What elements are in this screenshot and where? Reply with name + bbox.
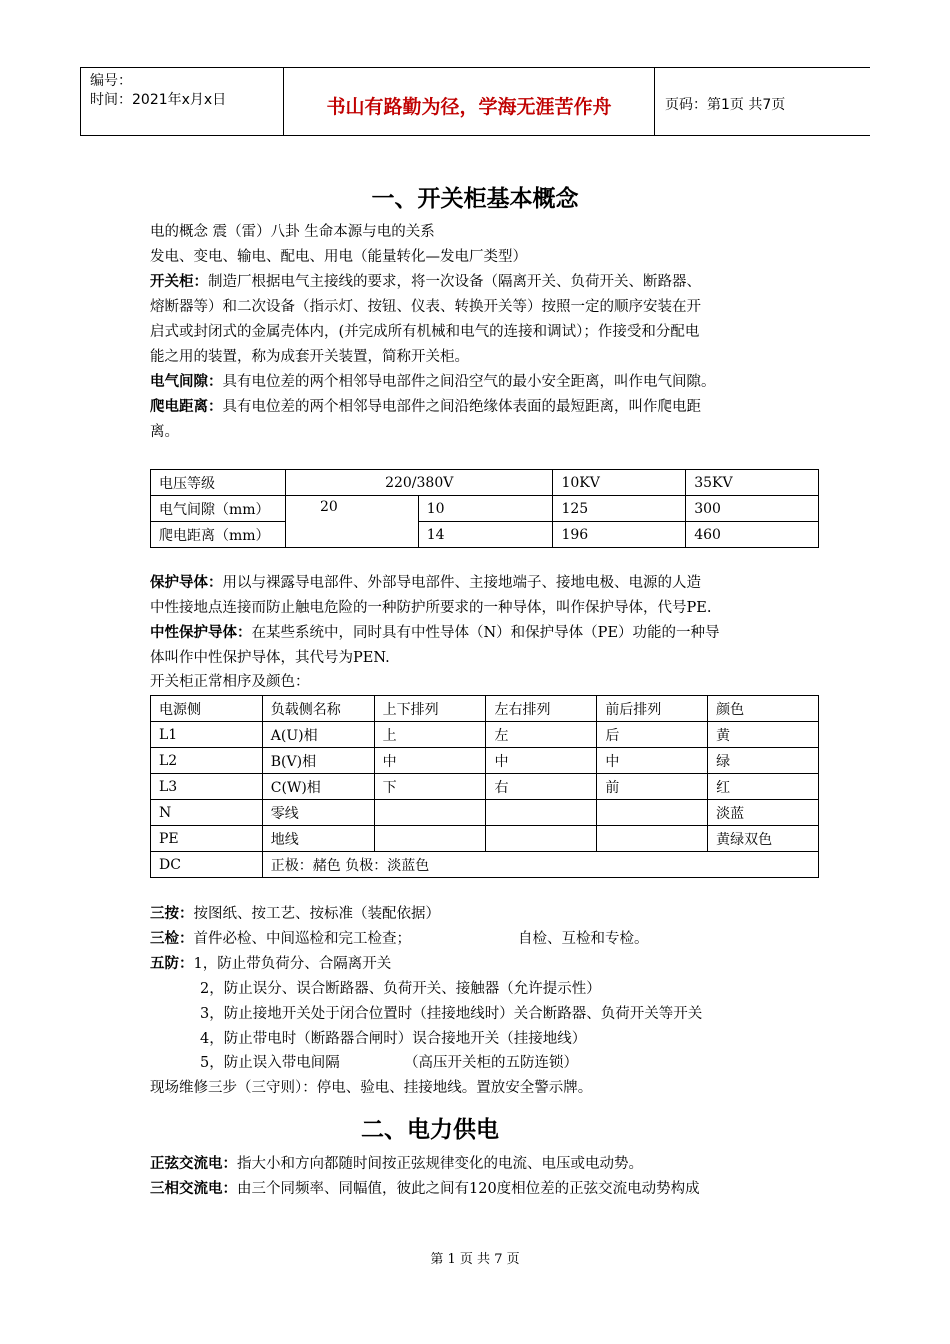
table-row (151, 774, 819, 800)
phase-table-caption: 开关柜正常相序及颜色： (150, 674, 310, 690)
para-switchgear-4: 能之用的装置，称为成套开关装置，简称开关柜。 (150, 349, 469, 365)
table-cell (597, 800, 708, 826)
three-check-extra: 自检、互检和专检。 (518, 931, 649, 947)
clearance-def: 具有电位差的两个相邻导电部件之间沿空气的最小安全距离，叫作电气间隙。 (222, 374, 716, 390)
table-row (151, 722, 819, 748)
table-cell (486, 826, 597, 852)
five-prev-item: 2，防止误分、误合断路器、负荷开关、接触器（允许提示性） (200, 981, 601, 997)
three-per-text: 按图纸、按工艺、按标准（装配依据） (193, 906, 440, 922)
header-divider-left (80, 67, 81, 136)
para-switchgear-1 (150, 270, 701, 295)
para-pe-1 (150, 571, 701, 596)
table-header-cell: 颜色 (708, 696, 819, 722)
table-cell: L3 (151, 774, 263, 800)
table-cell: 中 (374, 748, 486, 774)
header-divider-2 (654, 67, 655, 136)
table-cell: 爬电距离（mm） (151, 522, 286, 548)
table-cell: L2 (151, 748, 263, 774)
table-cell: 中 (486, 748, 597, 774)
para-creepage (150, 395, 701, 420)
table-cell: B(V)相 (262, 748, 374, 774)
three-check-text: 首件必检、中间巡检和完工检查； (193, 931, 411, 947)
table-cell: L1 (151, 722, 263, 748)
five-prev-item: 4，防止带电时（断路器合闸时）误合接地开关（挂接地线） (200, 1031, 587, 1047)
table-header-cell: 上下排列 (374, 696, 486, 722)
five-prev-item: 5，防止误入带电间隔 (200, 1055, 340, 1071)
table-row (151, 748, 819, 774)
para-pen-2: 体叫作中性保护导体，其代号为PEN. (150, 650, 390, 666)
header-motto: 书山有路勤为径，学海无涯苦作舟 (326, 96, 612, 118)
table-header-cell: 电源侧 (151, 696, 263, 722)
para-three-per (150, 902, 440, 927)
three-phase-def: 由三个同频率、同幅值，彼此之间有120度相位差的正弦交流电动势构成 (237, 1181, 700, 1197)
five-prev-item: 3，防止接地开关处于闭合位置时（挂接地线时）关合断路器、负荷开关等开关 (200, 1006, 703, 1022)
term-three-phase: 三相交流电： (150, 1181, 237, 1197)
table-cell: 绿 (708, 748, 819, 774)
table-cell (597, 826, 708, 852)
switchgear-def-1: 制造厂根据电气主接线的要求，将一次设备（隔离开关、负荷开关、断路器、 (208, 274, 701, 290)
term-pen: 中性保护导体： (150, 625, 252, 641)
table-cell: 125 (553, 496, 686, 522)
table-cell: 中 (597, 748, 708, 774)
header-page: 页码：第1页 共7页 (665, 97, 786, 113)
para-three-phase (150, 1177, 700, 1202)
sine-def: 指大小和方向都随时间按正弦规律变化的电流、电压或电动势。 (237, 1156, 643, 1172)
para-pen-1 (150, 621, 720, 646)
table-cell: 红 (708, 774, 819, 800)
para-switchgear-3: 启式或封闭式的金属壳体内，(并完成所有机械和电气的连接和调试）；作接受和分配电 (150, 324, 700, 340)
term-three-per: 三按： (150, 906, 194, 922)
para-pe-2: 中性接地点连接而防止触电危险的一种防护所要求的一种导体，叫作保护导体，代号PE. (150, 600, 712, 616)
table-cell (374, 826, 486, 852)
para-clearance (150, 370, 716, 395)
term-pe: 保护导体： (150, 575, 223, 591)
table-cell: 10 (418, 496, 553, 522)
header-number: 编号： (90, 73, 132, 89)
table-header-cell: 负载侧名称 (262, 696, 374, 722)
table-cell: 14 (418, 522, 553, 548)
para-three-check (150, 927, 411, 952)
table-row (151, 800, 819, 826)
table-cell: DC (151, 852, 263, 878)
table-header-cell: 左右排列 (486, 696, 597, 722)
term-sine: 正弦交流电： (150, 1156, 237, 1172)
table-cell: N (151, 800, 263, 826)
table-row (151, 826, 819, 852)
table-cell: C(W)相 (262, 774, 374, 800)
table-cell: 后 (597, 722, 708, 748)
table-cell: 零线 (262, 800, 374, 826)
table-cell (374, 800, 486, 826)
section2-title: 二、电力供电 (361, 1117, 499, 1143)
table-row (151, 696, 819, 722)
table-cell: 10KV (553, 470, 686, 496)
table-cell (486, 800, 597, 826)
table-cell: 地线 (262, 826, 374, 852)
para-creepage-2: 离。 (150, 424, 179, 440)
five-prev-note: （高压开关柜的五防连锁） (404, 1055, 578, 1071)
para-concept: 电的概念 震（雷）八卦 生命本源与电的关系 (150, 224, 435, 240)
table-cell: 196 (553, 522, 686, 548)
para-sine (150, 1152, 643, 1177)
table-cell: 正极：赭色 负极：淡蓝色 (262, 852, 818, 878)
table-cell: 淡蓝 (708, 800, 819, 826)
table-cell: 220/380V (285, 470, 552, 496)
table-header-cell: 前后排列 (597, 696, 708, 722)
table-cell: PE (151, 826, 263, 852)
term-creepage: 爬电距离： (150, 399, 223, 415)
term-switchgear: 开关柜： (150, 274, 208, 290)
para-five-prev-1 (150, 952, 391, 977)
phase-table (150, 695, 819, 878)
header-date: 时间：2021年x月x日 (90, 92, 227, 108)
term-five-prev: 五防： (150, 956, 194, 972)
distance-table (150, 469, 819, 548)
table-cell: 电压等级 (151, 470, 286, 496)
pe-def-1: 用以与裸露导电部件、外部导电部件、主接地端子、接地电极、电源的人造 (222, 575, 701, 591)
table-row (151, 852, 819, 878)
pen-def-1: 在某些系统中，同时具有中性导体（N）和保护导体（PE）功能的一种导 (251, 625, 720, 641)
table-row (151, 522, 819, 548)
five-prev-item: 1，防止带负荷分、合隔离开关 (193, 956, 392, 972)
term-three-check: 三检： (150, 931, 194, 947)
header-top-rule (80, 67, 870, 68)
creepage-def-1: 具有电位差的两个相邻导电部件之间沿绝缘体表面的最短距离，叫作爬电距 (222, 399, 701, 415)
page-footer: 第 1 页 共 7 页 (430, 1252, 520, 1267)
table-cell: A(U)相 (262, 722, 374, 748)
table-cell: 35KV (686, 470, 819, 496)
header-meta (90, 72, 226, 110)
table-cell: 前 (597, 774, 708, 800)
table-cell: 上 (374, 722, 486, 748)
term-clearance: 电气间隙： (150, 374, 223, 390)
table-cell: 300 (686, 496, 819, 522)
table-cell: 右 (486, 774, 597, 800)
para-maintenance: 现场维修三步（三守则）：停电、验电、挂接地线。置放安全警示牌。 (150, 1080, 593, 1096)
para-generation: 发电、变电、输电、配电、用电（能量转化—发电厂类型） (150, 249, 527, 265)
table-cell: 460 (686, 522, 819, 548)
table-cell: 下 (374, 774, 486, 800)
table-cell: 20 (285, 496, 418, 548)
header-bottom-rule (80, 135, 870, 136)
section1-title: 一、开关柜基本概念 (371, 186, 579, 212)
table-cell: 电气间隙（mm） (151, 496, 286, 522)
table-row (151, 496, 819, 522)
table-row (151, 470, 819, 496)
table-cell: 左 (486, 722, 597, 748)
table-cell: 黄绿双色 (708, 826, 819, 852)
table-cell: 黄 (708, 722, 819, 748)
para-switchgear-2: 熔断器等）和二次设备（指示灯、按钮、仪表、转换开关等）按照一定的顺序安装在开 (150, 299, 701, 315)
